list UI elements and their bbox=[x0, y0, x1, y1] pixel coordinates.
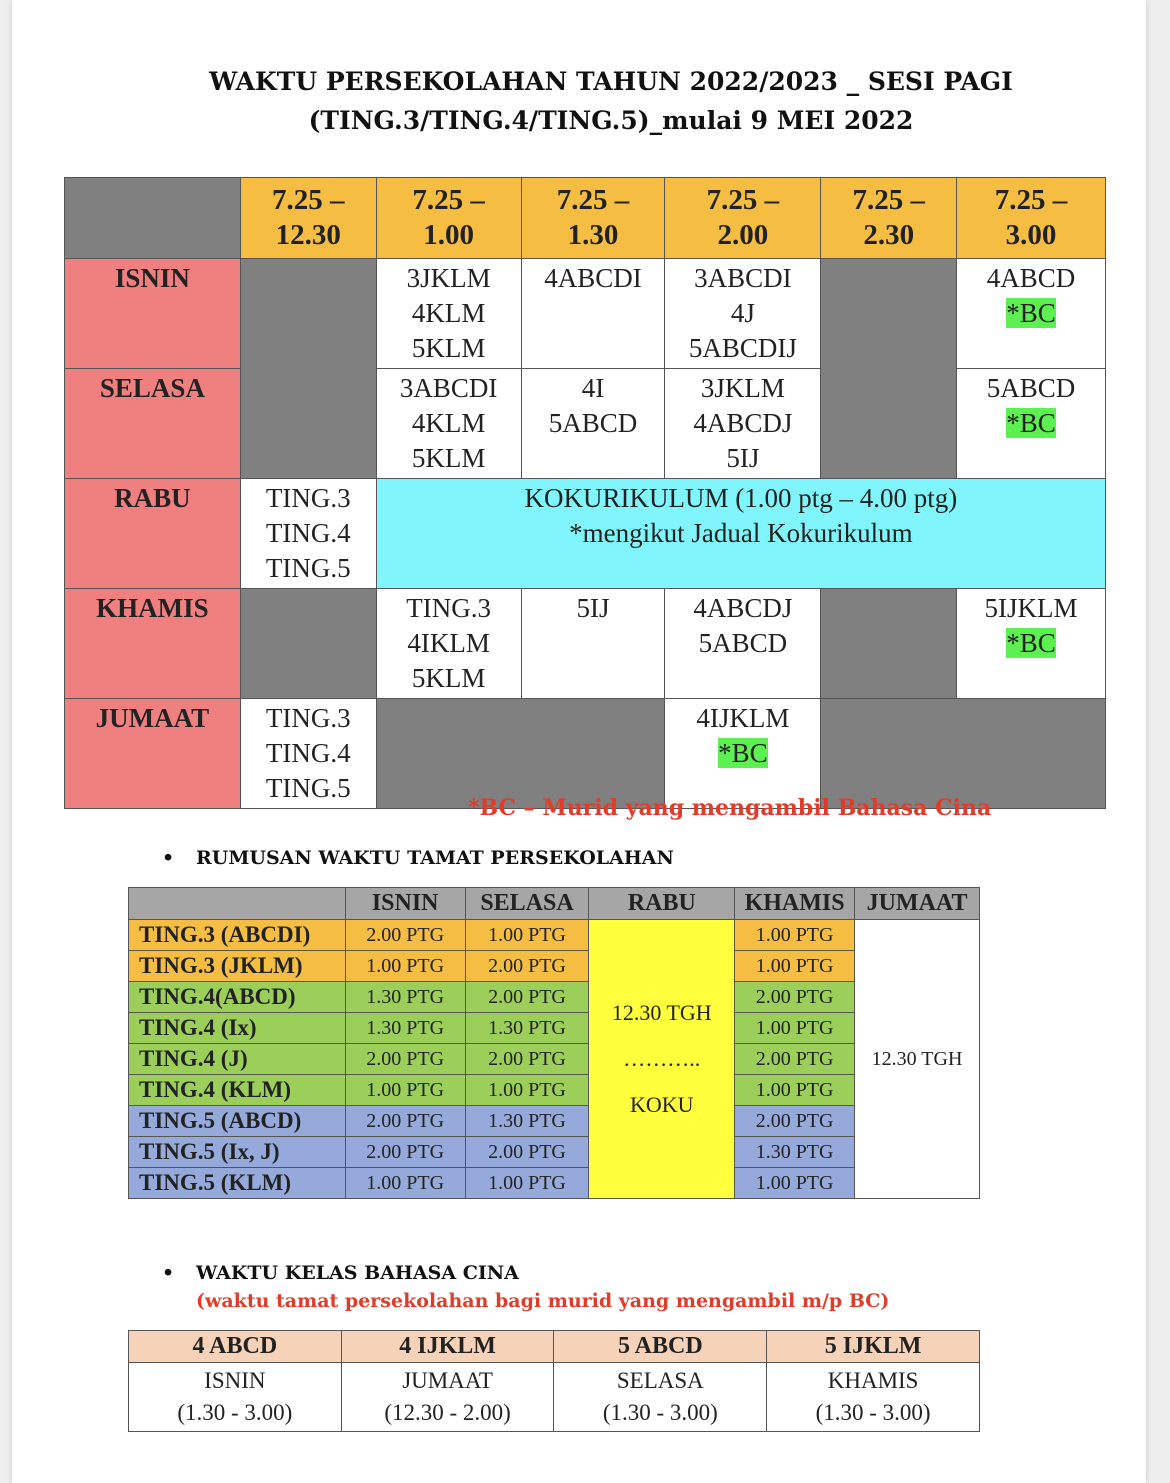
summary-jumaat-cell: 12.30 TGH bbox=[855, 920, 980, 1199]
summary-corner bbox=[129, 888, 346, 920]
empty-cell bbox=[821, 589, 957, 699]
header-slot-100: 7.25 – 1.00 bbox=[376, 178, 521, 259]
bc-footnote: *BC – Murid yang mengambil Bahasa Cina bbox=[468, 795, 992, 821]
bc-highlight: *BC bbox=[1006, 628, 1056, 658]
empty-cell bbox=[376, 699, 665, 809]
header-slot-200: 7.25 – 2.00 bbox=[665, 178, 821, 259]
bc-time-5ijklm: KHAMIS (1.30 - 3.00) bbox=[767, 1363, 980, 1432]
summary-row: TING.4 (KLM) 1.00 PTG 1.00 PTG 1.00 PTG bbox=[129, 1075, 980, 1106]
summary-row: TING.4 (J) 2.00 PTG 2.00 PTG 2.00 PTG bbox=[129, 1044, 980, 1075]
bc-classes-subheading: (waktu tamat persekolahan bagi murid yang mengambil m/p BC) bbox=[196, 1290, 890, 1312]
cell-isnin-100: 3JKLM 4KLM 5KLM bbox=[376, 259, 521, 369]
summary-row: TING.5 (ABCD) 2.00 PTG 1.30 PTG 2.00 PTG bbox=[129, 1106, 980, 1137]
title-line-1: WAKTU PERSEKOLAHAN TAHUN 2022/2023 _ SESI PAGI bbox=[209, 67, 1013, 96]
day-rabu: RABU bbox=[65, 479, 241, 589]
bc-time-5abcd: SELASA (1.30 - 3.00) bbox=[554, 1363, 767, 1432]
cell-khamis-200: 4ABCDJ 5ABCD bbox=[665, 589, 821, 699]
bc-highlight: *BC bbox=[1006, 408, 1056, 438]
bc-classes-heading: • WAKTU KELAS BAHASA CINA bbox=[162, 1262, 519, 1284]
empty-cell bbox=[821, 699, 1106, 809]
header-slot-130: 7.25 – 1.30 bbox=[521, 178, 665, 259]
header-corner bbox=[65, 178, 241, 259]
summary-col-jumaat: JUMAAT bbox=[855, 888, 980, 920]
cell-rabu-1230: TING.3 TING.4 TING.5 bbox=[240, 479, 376, 589]
header-slot-300: 7.25 – 3.00 bbox=[957, 178, 1106, 259]
cell-selasa-100: 3ABCDI 4KLM 5KLM bbox=[376, 369, 521, 479]
summary-col-selasa: SELASA bbox=[465, 888, 589, 920]
bc-time-4abcd: ISNIN (1.30 - 3.00) bbox=[129, 1363, 342, 1432]
cell-selasa-130: 4I 5ABCD bbox=[521, 369, 665, 479]
cell-isnin-300: 4ABCD *BC bbox=[957, 259, 1106, 369]
bullet-icon: • bbox=[162, 847, 175, 869]
title-line-2: (TING.3/TING.4/TING.5)_mulai 9 MEI 2022 bbox=[308, 106, 914, 135]
day-isnin: ISNIN bbox=[65, 259, 241, 369]
summary-row: TING.5 (Ix, J) 2.00 PTG 2.00 PTG 1.30 PTG bbox=[129, 1137, 980, 1168]
summary-row: TING.4(ABCD) 1.30 PTG 2.00 PTG 2.00 PTG bbox=[129, 982, 980, 1013]
cell-khamis-300: 5IJKLM *BC bbox=[957, 589, 1106, 699]
cell-isnin-130: 4ABCDI bbox=[521, 259, 665, 369]
day-khamis: KHAMIS bbox=[65, 589, 241, 699]
header-slot-1230: 7.25 – 12.30 bbox=[240, 178, 376, 259]
empty-cell bbox=[240, 589, 376, 699]
summary-col-isnin: ISNIN bbox=[345, 888, 465, 920]
summary-col-rabu: RABU bbox=[589, 888, 735, 920]
summary-row: TING.3 (JKLM) 1.00 PTG 2.00 PTG 1.00 PTG bbox=[129, 951, 980, 982]
bullet-icon: • bbox=[162, 1262, 175, 1284]
bc-classes-table bbox=[128, 1330, 980, 1432]
cell-khamis-100: TING.3 4IKLM 5KLM bbox=[376, 589, 521, 699]
cell-isnin-200: 3ABCDI 4J 5ABCDIJ bbox=[665, 259, 821, 369]
cell-khamis-130: 5IJ bbox=[521, 589, 665, 699]
cell-selasa-200: 3JKLM 4ABCDJ 5IJ bbox=[665, 369, 821, 479]
summary-row: TING.5 (KLM) 1.00 PTG 1.00 PTG 1.00 PTG bbox=[129, 1168, 980, 1199]
cell-selasa-300: 5ABCD *BC bbox=[957, 369, 1106, 479]
kokurikulum-cell: KOKURIKULUM (1.00 ptg – 4.00 ptg) *mengikut Jadual Kokurikulum bbox=[376, 479, 1105, 589]
empty-cell bbox=[240, 259, 376, 479]
cell-jumaat-200: 4IJKLM *BC bbox=[665, 699, 821, 809]
bc-class-4abcd: 4 ABCD bbox=[129, 1331, 342, 1363]
document-title bbox=[0, 62, 1170, 140]
header-slot-230: 7.25 – 2.30 bbox=[821, 178, 957, 259]
bc-class-4ijklm: 4 IJKLM bbox=[341, 1331, 554, 1363]
summary-row: TING.4 (Ix) 1.30 PTG 1.30 PTG 1.00 PTG bbox=[129, 1013, 980, 1044]
bc-highlight: *BC bbox=[718, 738, 768, 768]
bc-class-5abcd: 5 ABCD bbox=[554, 1331, 767, 1363]
summary-heading: • RUMUSAN WAKTU TAMAT PERSEKOLAHAN bbox=[162, 847, 674, 869]
cell-jumaat-1230: TING.3 TING.4 TING.5 bbox=[240, 699, 376, 809]
day-selasa: SELASA bbox=[65, 369, 241, 479]
bc-class-5ijklm: 5 IJKLM bbox=[767, 1331, 980, 1363]
summary-rabu-cell: 12.30 TGH ……….. KOKU bbox=[589, 920, 735, 1199]
day-jumaat: JUMAAT bbox=[65, 699, 241, 809]
school-timetable bbox=[64, 177, 1106, 809]
summary-row: TING.3 (ABCDI) 2.00 PTG 1.00 PTG 12.30 TGH ……….. KOKU 1.00 PTG 12.30 TGH bbox=[129, 920, 980, 951]
bc-highlight: *BC bbox=[1006, 298, 1056, 328]
summary-table bbox=[128, 887, 980, 1199]
summary-col-khamis: KHAMIS bbox=[735, 888, 855, 920]
empty-cell bbox=[821, 259, 957, 479]
bc-time-4ijklm: JUMAAT (12.30 - 2.00) bbox=[341, 1363, 554, 1432]
